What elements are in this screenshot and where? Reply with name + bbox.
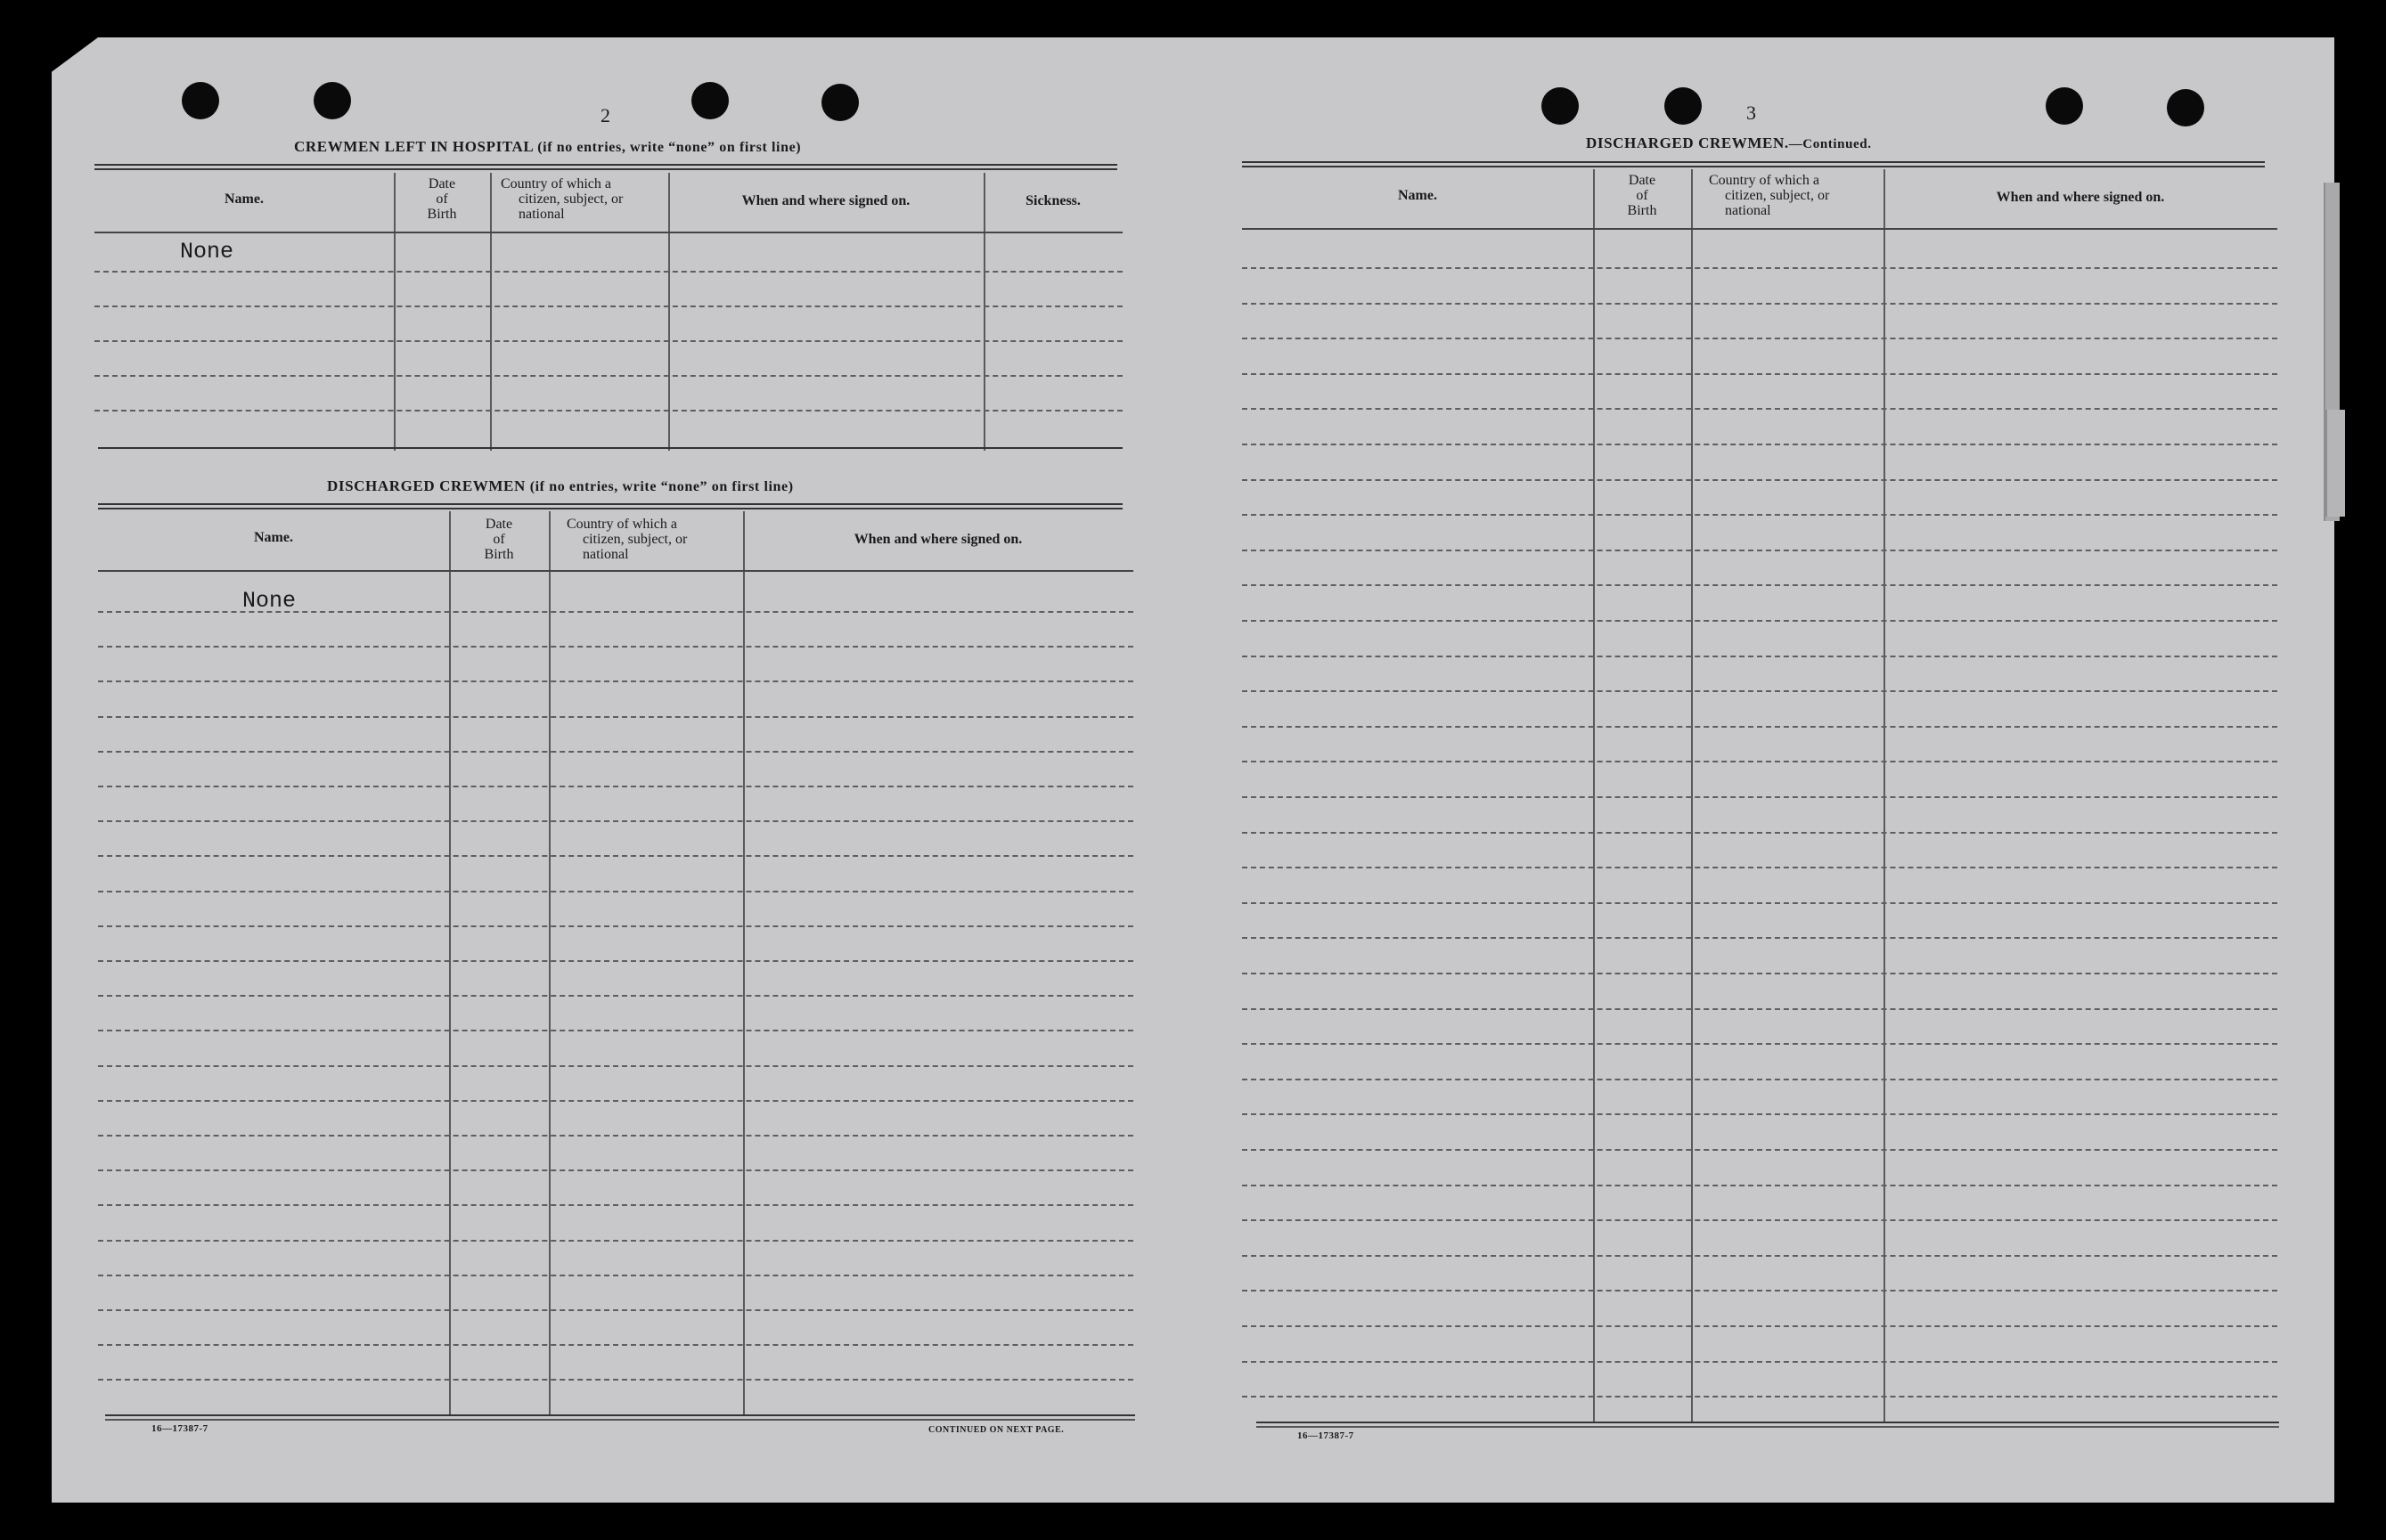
table-row — [1242, 690, 2277, 692]
punch-hole — [2046, 87, 2083, 125]
header-line: Birth — [1627, 203, 1657, 218]
header-line: of — [436, 191, 448, 207]
table-row — [98, 1240, 1133, 1242]
table-row — [1242, 726, 2277, 728]
table-row — [1242, 479, 2277, 481]
continued-note: CONTINUED ON NEXT PAGE. — [928, 1425, 1065, 1435]
punch-hole — [1664, 87, 1702, 125]
table-row — [1242, 937, 2277, 939]
table-row — [98, 1030, 1133, 1031]
page-number: 3 — [1746, 102, 1756, 124]
discharged-rows-right — [1242, 169, 2277, 1422]
section-instruction: (if no entries, write “none” on first line) — [537, 140, 802, 155]
table-row — [98, 1169, 1133, 1171]
table-row — [1242, 867, 2277, 868]
table-row — [1242, 656, 2277, 657]
table-row — [98, 751, 1133, 753]
section-instruction: (if no entries, write “none” on first line) — [529, 479, 794, 494]
table-row — [1242, 550, 2277, 551]
header-line: Date — [1628, 173, 1656, 188]
table-row — [1242, 1255, 2277, 1257]
header-line: Date — [485, 517, 513, 532]
table-row — [1242, 1290, 2277, 1291]
table-row — [1242, 1113, 2277, 1115]
table-row — [98, 680, 1133, 682]
table-row — [1242, 1325, 2277, 1327]
table-row — [98, 611, 1133, 613]
discharged-first-entry: None — [242, 588, 297, 614]
discharged-rows-left — [98, 511, 1133, 1414]
header-line: citizen, subject, or — [1725, 188, 1830, 203]
page-number: 2 — [601, 104, 610, 126]
table-row — [1242, 1008, 2277, 1010]
table-row — [1242, 973, 2277, 974]
table-row — [1242, 514, 2277, 516]
table-row — [98, 960, 1133, 962]
section-title — [327, 477, 794, 495]
discharged-table-left — [98, 511, 1133, 1414]
table-row — [1242, 1185, 2277, 1186]
table-row — [1242, 796, 2277, 798]
header-line: citizen, subject, or — [519, 191, 624, 207]
table-row — [98, 925, 1133, 927]
table-row — [1242, 1149, 2277, 1151]
table-bottom-rule — [1256, 1422, 2279, 1428]
table-row — [98, 1065, 1133, 1067]
hospital-table — [94, 173, 1123, 451]
punch-hole — [691, 82, 729, 119]
table-row — [1242, 584, 2277, 586]
table-row — [1242, 267, 2277, 269]
header-line: Country of which a — [567, 517, 677, 532]
table-row — [94, 410, 1123, 411]
table-row — [1242, 761, 2277, 762]
table-row — [1242, 902, 2277, 904]
col-header-signed: When and where signed on. — [741, 193, 911, 208]
table-row — [98, 1309, 1133, 1311]
discharged-table-right — [1242, 169, 2277, 1422]
table-row — [1242, 1219, 2277, 1221]
table-row — [98, 1275, 1133, 1276]
header-line: of — [1636, 188, 1648, 203]
section-title-text: DISCHARGED CREWMEN — [327, 477, 526, 494]
header-line: national — [583, 547, 629, 562]
form-number: 16—17387-7 — [151, 1423, 208, 1434]
table-row — [98, 891, 1133, 892]
hospital-first-entry: None — [180, 239, 234, 265]
table-row — [98, 1344, 1133, 1346]
punch-hole — [1541, 87, 1579, 125]
header-line: citizen, subject, or — [583, 532, 688, 547]
table-row — [94, 271, 1123, 273]
table-row — [98, 1100, 1133, 1102]
col-header-sickness: Sickness. — [1025, 193, 1081, 208]
header-line: of — [493, 532, 505, 547]
col-header-signed: When and where signed on. — [1996, 190, 2165, 205]
section-title-text: DISCHARGED CREWMEN. — [1586, 134, 1789, 151]
col-header-signed: When and where signed on. — [854, 532, 1023, 547]
table-row — [1242, 338, 2277, 339]
table-row — [1242, 1043, 2277, 1045]
table-bottom-rule — [98, 447, 1123, 450]
table-row — [1242, 1079, 2277, 1080]
binder-tab — [2325, 410, 2345, 517]
table-row — [1242, 620, 2277, 622]
punch-hole — [2167, 89, 2204, 126]
punch-hole — [182, 82, 219, 119]
table-row — [98, 786, 1133, 787]
table-row — [98, 855, 1133, 857]
table-row — [94, 306, 1123, 307]
double-rule — [98, 503, 1123, 509]
table-row — [1242, 303, 2277, 305]
header-line: Birth — [484, 547, 514, 562]
table-row — [98, 646, 1133, 648]
header-line: national — [1725, 203, 1771, 218]
col-header-name: Name. — [225, 191, 264, 207]
table-row — [1242, 1396, 2277, 1397]
header-line: national — [519, 207, 565, 222]
punch-hole — [314, 82, 351, 119]
header-line: Date — [428, 176, 456, 191]
table-row — [98, 820, 1133, 822]
header-line: Birth — [427, 207, 457, 222]
header-line: Country of which a — [501, 176, 611, 191]
double-rule — [94, 164, 1117, 170]
header-line: Country of which a — [1709, 173, 1819, 188]
hospital-rows — [94, 173, 1123, 451]
table-row — [98, 995, 1133, 997]
section-title — [294, 138, 801, 156]
col-header-name: Name. — [254, 530, 293, 545]
table-row — [1242, 444, 2277, 445]
table-row — [94, 375, 1123, 377]
form-number: 16—17387-7 — [1297, 1430, 1354, 1441]
section-title-text: CREWMEN LEFT IN HOSPITAL — [294, 138, 534, 155]
double-rule — [1242, 161, 2265, 167]
punch-hole — [821, 84, 859, 121]
table-row — [98, 1135, 1133, 1137]
table-row — [1242, 832, 2277, 834]
table-row — [98, 1204, 1133, 1206]
table-row — [98, 1379, 1133, 1381]
table-row — [98, 716, 1133, 718]
table-bottom-rule — [105, 1414, 1135, 1421]
table-row — [1242, 373, 2277, 375]
section-title — [1586, 134, 1872, 152]
table-row — [1242, 408, 2277, 410]
section-title-suffix: —Continued. — [1788, 137, 1872, 151]
table-row — [1242, 1361, 2277, 1363]
col-header-name: Name. — [1398, 188, 1437, 203]
table-row — [94, 340, 1123, 342]
